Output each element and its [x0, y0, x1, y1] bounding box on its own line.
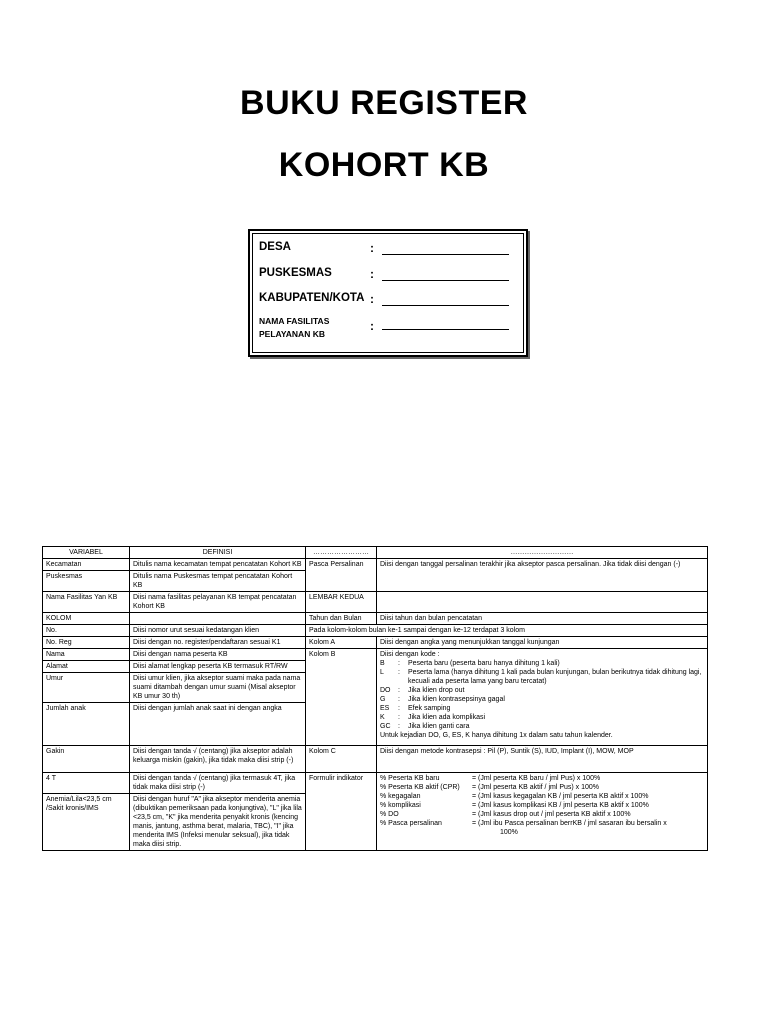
- tahun-bulan-def: Diisi tahun dan bulan pencatatan: [377, 613, 708, 625]
- lembar-kedua-empty: [377, 592, 708, 613]
- var-nama: Nama: [43, 649, 130, 661]
- puskesmas-field[interactable]: [382, 280, 509, 281]
- pasca-persalinan-label: Pasca Persalinan: [306, 559, 377, 592]
- header-col4: ………………………: [377, 547, 708, 559]
- def-noreg: Diisi dengan no. register/pendaftaran sesuai K1: [130, 637, 306, 649]
- kolom-b-note: Untuk kejadian DO, G, ES, K hanya dihitung 1x dalam satu tahun kalender.: [380, 732, 613, 739]
- def-anemia: Diisi dengan huruf "A" jika akseptor menderita anemia (dibuktikan pemeriksaan pada konjungtiva), "L" jika lila <23,5 cm, "K" jika menderita penyakit kronis (kencing manis, jantung, asthma berat, malaria, TBC), "I" jika menderita IMS (Infeksi menular seksual), jika tidak maka diisi strip.: [130, 794, 306, 851]
- code-item: B : Peserta baru (peserta baru hanya dihitung 1 kali): [380, 660, 560, 667]
- kolom-c-def: Diisi dengan metode kontrasepsi : Pil (P), Suntik (S), IUD, Implant (I), MOW, MOP: [377, 746, 708, 773]
- puskesmas-colon: :: [370, 267, 374, 281]
- def-alamat: Diisi alamat lengkap peserta KB termasuk RT/RW: [130, 661, 306, 673]
- code-item: L : Peserta lama (hanya dihitung 1 kali pada bulan kunjungan, bulan berikutnya tidak dihitung lagi, kecuali ada peserta lama yang baru tercatat): [380, 669, 702, 685]
- desa-colon: :: [370, 241, 374, 255]
- var-umur: Umur: [43, 673, 130, 703]
- def-fasyan: Diisi nama fasilitas pelayanan KB tempat pencatatan Kohort KB: [130, 592, 306, 613]
- lembar-kedua: LEMBAR KEDUA: [306, 592, 377, 613]
- var-kolom: KOLOM: [43, 613, 130, 625]
- table-header-row: [43, 547, 708, 559]
- table-row: [43, 625, 708, 637]
- kolom-b-def: [377, 649, 708, 746]
- code-item: K : Jika klien ada komplikasi: [380, 714, 486, 721]
- kabupaten-colon: :: [370, 292, 374, 306]
- indicator-item: % kegagalan = (Jml kasus kegagalan KB / jml peserta KB aktif x 100%: [380, 793, 649, 800]
- var-gakin: Gakin: [43, 746, 130, 773]
- kolom-a-def: Diisi dengan angka yang menunjukkan tanggal kunjungan: [377, 637, 708, 649]
- title-line-1: BUKU REGISTER: [240, 84, 528, 122]
- definition-table: [42, 546, 708, 851]
- header-variabel: VARIABEL: [43, 547, 130, 559]
- table-row: [43, 559, 708, 571]
- kolom-a-label: Kolom A: [306, 637, 377, 649]
- header-definisi: DEFINISI: [130, 547, 306, 559]
- puskesmas-label: PUSKESMAS: [259, 267, 332, 279]
- var-fasyan: Nama Fasilitas Yan KB: [43, 592, 130, 613]
- formulir-indikator-def: [377, 773, 708, 851]
- code-item: DO : Jika klien drop out: [380, 687, 465, 694]
- fasilitas-colon: :: [370, 319, 374, 333]
- var-kecamatan: Kecamatan: [43, 559, 130, 571]
- desa-field[interactable]: [382, 254, 509, 255]
- tahun-bulan-label: Tahun dan Bulan: [306, 613, 377, 625]
- def-4t: Diisi dengan tanda √ (centang) jika termasuk 4T, jika tidak maka diisi strip (-): [130, 773, 306, 794]
- fasilitas-field[interactable]: [382, 329, 509, 330]
- code-item: G : Jika klien kontrasepsinya gagal: [380, 696, 505, 703]
- def-no: Diisi nomor urut sesuai kedatangan klien: [130, 625, 306, 637]
- def-kolom: [130, 613, 306, 625]
- def-kecamatan: Ditulis nama kecamatan tempat pencatatan Kohort KB: [130, 559, 306, 571]
- kabupaten-field[interactable]: [382, 305, 509, 306]
- kolom-b-intro: Diisi dengan kode :: [380, 651, 440, 658]
- indicator-item: % Peserta KB aktif (CPR) = (Jml peserta KB aktif / jml Pus) x 100%: [380, 784, 600, 791]
- def-nama: Diisi dengan nama peserta KB: [130, 649, 306, 661]
- pasca-persalinan-def: Diisi dengan tanggal persalinan terakhir jika akseptor pasca persalinan. Jika tidak diisi dengan (-): [377, 559, 708, 592]
- indicator-item: % Peserta KB baru = (Jml peserta KB baru / jml Pus) x 100%: [380, 775, 601, 782]
- desa-label: DESA: [259, 241, 291, 253]
- table-row: [43, 637, 708, 649]
- def-jumlah-anak: Diisi dengan jumlah anak saat ini dengan angka: [130, 703, 306, 746]
- code-item: GC : Jika klien ganti cara: [380, 723, 470, 730]
- table-row: [43, 613, 708, 625]
- fasilitas-label-line1: NAMA FASILITAS: [259, 316, 330, 326]
- table-row: [43, 773, 708, 794]
- var-puskesmas: Puskesmas: [43, 571, 130, 592]
- title-line-2: KOHORT KB: [278, 146, 490, 184]
- formulir-indikator-label: Formulir indikator: [306, 773, 377, 851]
- kabupaten-label: KABUPATEN/KOTA: [259, 292, 365, 304]
- indicator-item: % DO = (Jml kasus drop out / jml peserta KB aktif x 100%: [380, 811, 631, 818]
- table-row: [43, 592, 708, 613]
- bulan-span-note: Pada kolom-kolom bulan ke-1 sampai dengan ke-12 terdapat 3 kolom: [306, 625, 708, 637]
- table-row: [43, 649, 708, 661]
- identity-form-box: [248, 229, 528, 357]
- indicator-item: % komplikasi = (Jml kasus komplikasi KB / jml peserta KB aktif x 100%: [380, 802, 649, 809]
- kolom-c-label: Kolom C: [306, 746, 377, 773]
- header-col3: ……………………: [306, 547, 377, 559]
- code-item: ES : Efek samping: [380, 705, 451, 712]
- var-no: No.: [43, 625, 130, 637]
- var-jumlah-anak: Jumlah anak: [43, 703, 130, 746]
- var-alamat: Alamat: [43, 661, 130, 673]
- def-gakin: Diisi dengan tanda √ (centang) jika akseptor adalah keluarga miskin (gakin), jika tidak maka diisi strip (-): [130, 746, 306, 773]
- table-row: [43, 746, 708, 773]
- var-4t: 4 T: [43, 773, 130, 794]
- def-umur: Diisi umur klien, jika akseptor suami maka pada nama suami ditambah dengan umur suami (Misal akseptor KB umur 30 th): [130, 673, 306, 703]
- indicator-item: 100%: [500, 829, 518, 836]
- var-noreg: No. Reg: [43, 637, 130, 649]
- var-anemia: Anemia/Lila<23,5 cm /Sakit kronis/IMS: [43, 794, 130, 851]
- indicator-item: % Pasca persalinan = (Jml ibu Pasca persalinan berrKB / jml sasaran ibu bersalin x: [380, 820, 667, 827]
- fasilitas-label-line2: PELAYANAN KB: [259, 329, 325, 339]
- kolom-b-label: Kolom B: [306, 649, 377, 746]
- def-puskesmas: Ditulis nama Puskesmas tempat pencatatan Kohort KB: [130, 571, 306, 592]
- fasilitas-label: [259, 315, 329, 341]
